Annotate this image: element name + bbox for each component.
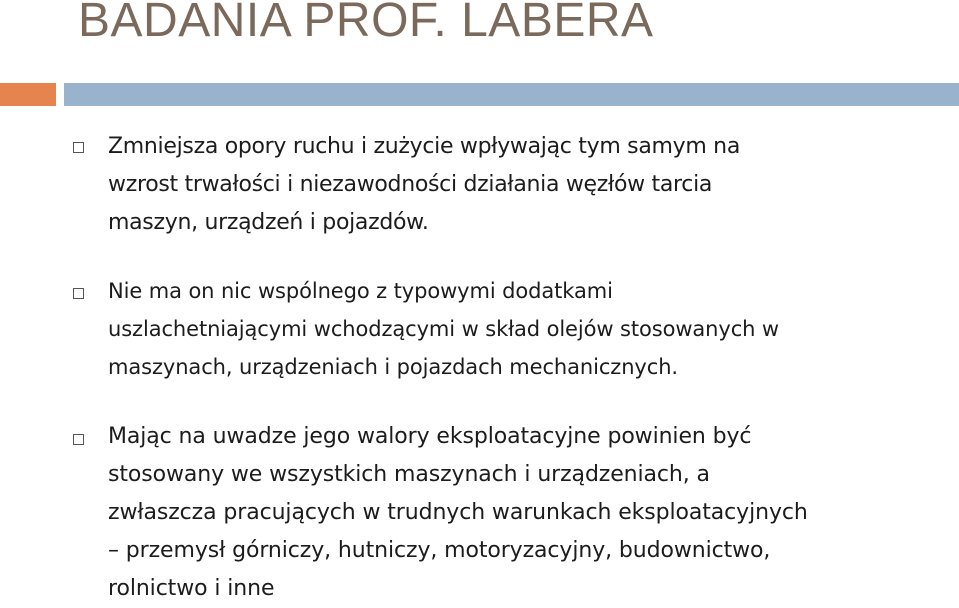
bullet-text [108,272,938,386]
bullet-line: uszlachetniającymi wchodzącymi w skład olejów stosowanych w [108,317,780,341]
square-bullet-icon [73,288,84,299]
bullet-line: – przemysł górniczy, hutniczy, motoryzacyjny, budownictwo, [108,538,771,563]
bullet-line: Mając na uwadze jego walory eksploatacyjne powinien być [108,424,752,449]
bullet-line: maszyn, urządzeń i pojazdów. [108,210,429,235]
bullet-line: stosowany we wszystkich maszynach i urządzeniach, a [108,462,710,487]
bullet-line: Zmniejsza opory ruchu i zużycie wpływając tym samym na [108,134,740,159]
bullet-line: maszynach, urządzeniach i pojazdach mechanicznych. [108,355,678,379]
bullet-line: Nie ma on nic wspólnego z typowymi dodatkami [108,279,613,303]
square-bullet-icon [73,142,84,153]
bullet-line: rolnictwo i inne [108,576,275,601]
bullet-line: zwłaszcza pracujących w trudnych warunkach eksploatacyjnych [108,500,808,525]
bullet-line: wzrost trwałości i niezawodności działania węzłów tarcia [108,172,713,197]
bullet-text [108,418,938,608]
accent-bar-orange [0,83,56,106]
bullet-text [108,128,938,242]
accent-bar-blue [64,83,959,106]
square-bullet-icon [73,434,84,445]
slide-title: BADANIA PROF. LABERA [78,0,654,47]
